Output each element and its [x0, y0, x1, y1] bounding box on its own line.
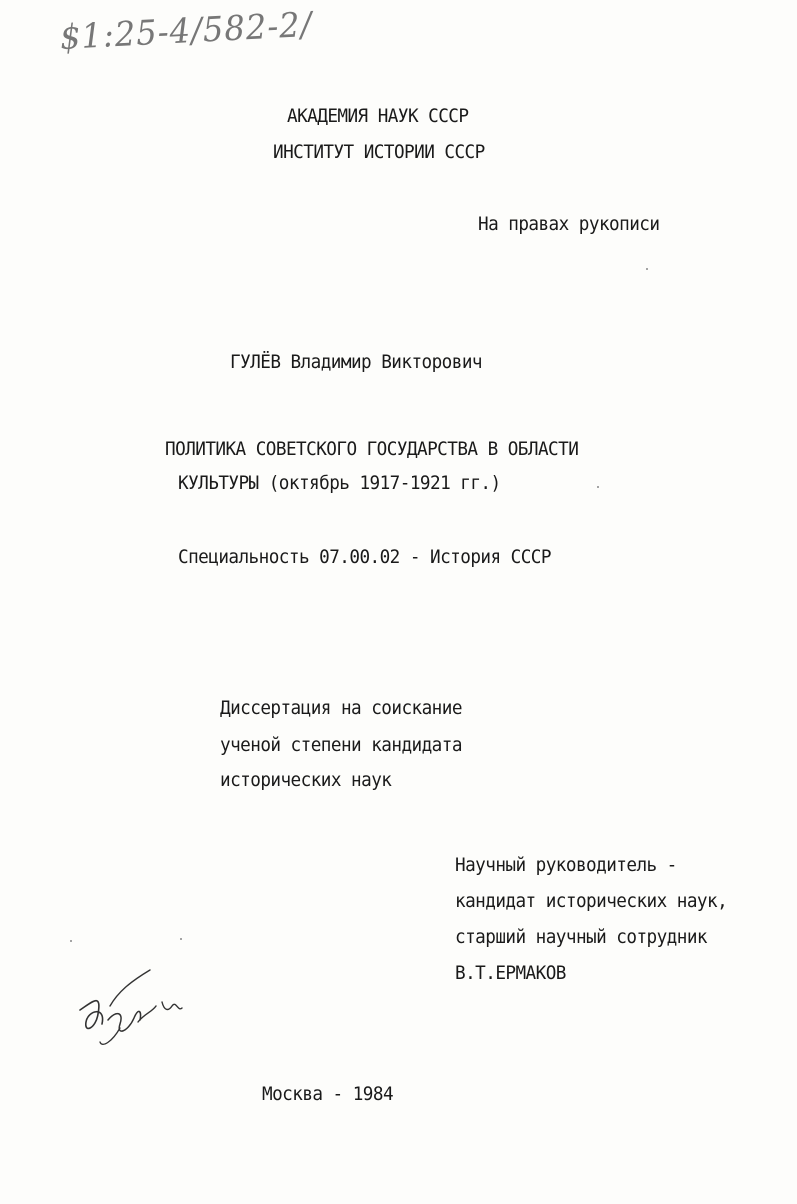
institute-name: ИНСТИТУТ ИСТОРИИ СССР — [273, 141, 485, 163]
academy-name: АКАДЕМИЯ НАУК СССР — [287, 105, 469, 127]
title-line-2: КУЛЬТУРЫ (октябрь 1917-1921 гг.) — [178, 472, 501, 494]
degree-line-3: исторических наук — [220, 769, 392, 791]
paper-speck — [646, 268, 648, 270]
archive-mark: $1:25-4/582-2/ — [58, 4, 314, 58]
paper-speck — [597, 486, 599, 488]
supervisor-name: В.Т.ЕРМАКОВ — [455, 962, 566, 984]
paper-speck — [70, 940, 72, 942]
signature — [72, 962, 192, 1052]
title-line-1: ПОЛИТИКА СОВЕТСКОГО ГОСУДАРСТВА В ОБЛАСТИ — [165, 438, 579, 460]
place-and-year: Москва - 1984 — [262, 1083, 394, 1105]
degree-line-2: ученой степени кандидата — [220, 734, 462, 756]
rights-note: На правах рукописи — [478, 213, 660, 235]
author-name: ГУЛЁВ Владимир Викторович — [230, 351, 483, 373]
paper-speck — [180, 938, 182, 940]
supervisor-line-2: кандидат исторических наук, — [455, 890, 728, 912]
degree-line-1: Диссертация на соискание — [220, 697, 462, 719]
supervisor-line-3: старший научный сотрудник — [455, 926, 708, 948]
supervisor-line-1: Научный руководитель - — [455, 854, 677, 876]
specialty: Специальность 07.00.02 - История СССР — [178, 546, 551, 568]
